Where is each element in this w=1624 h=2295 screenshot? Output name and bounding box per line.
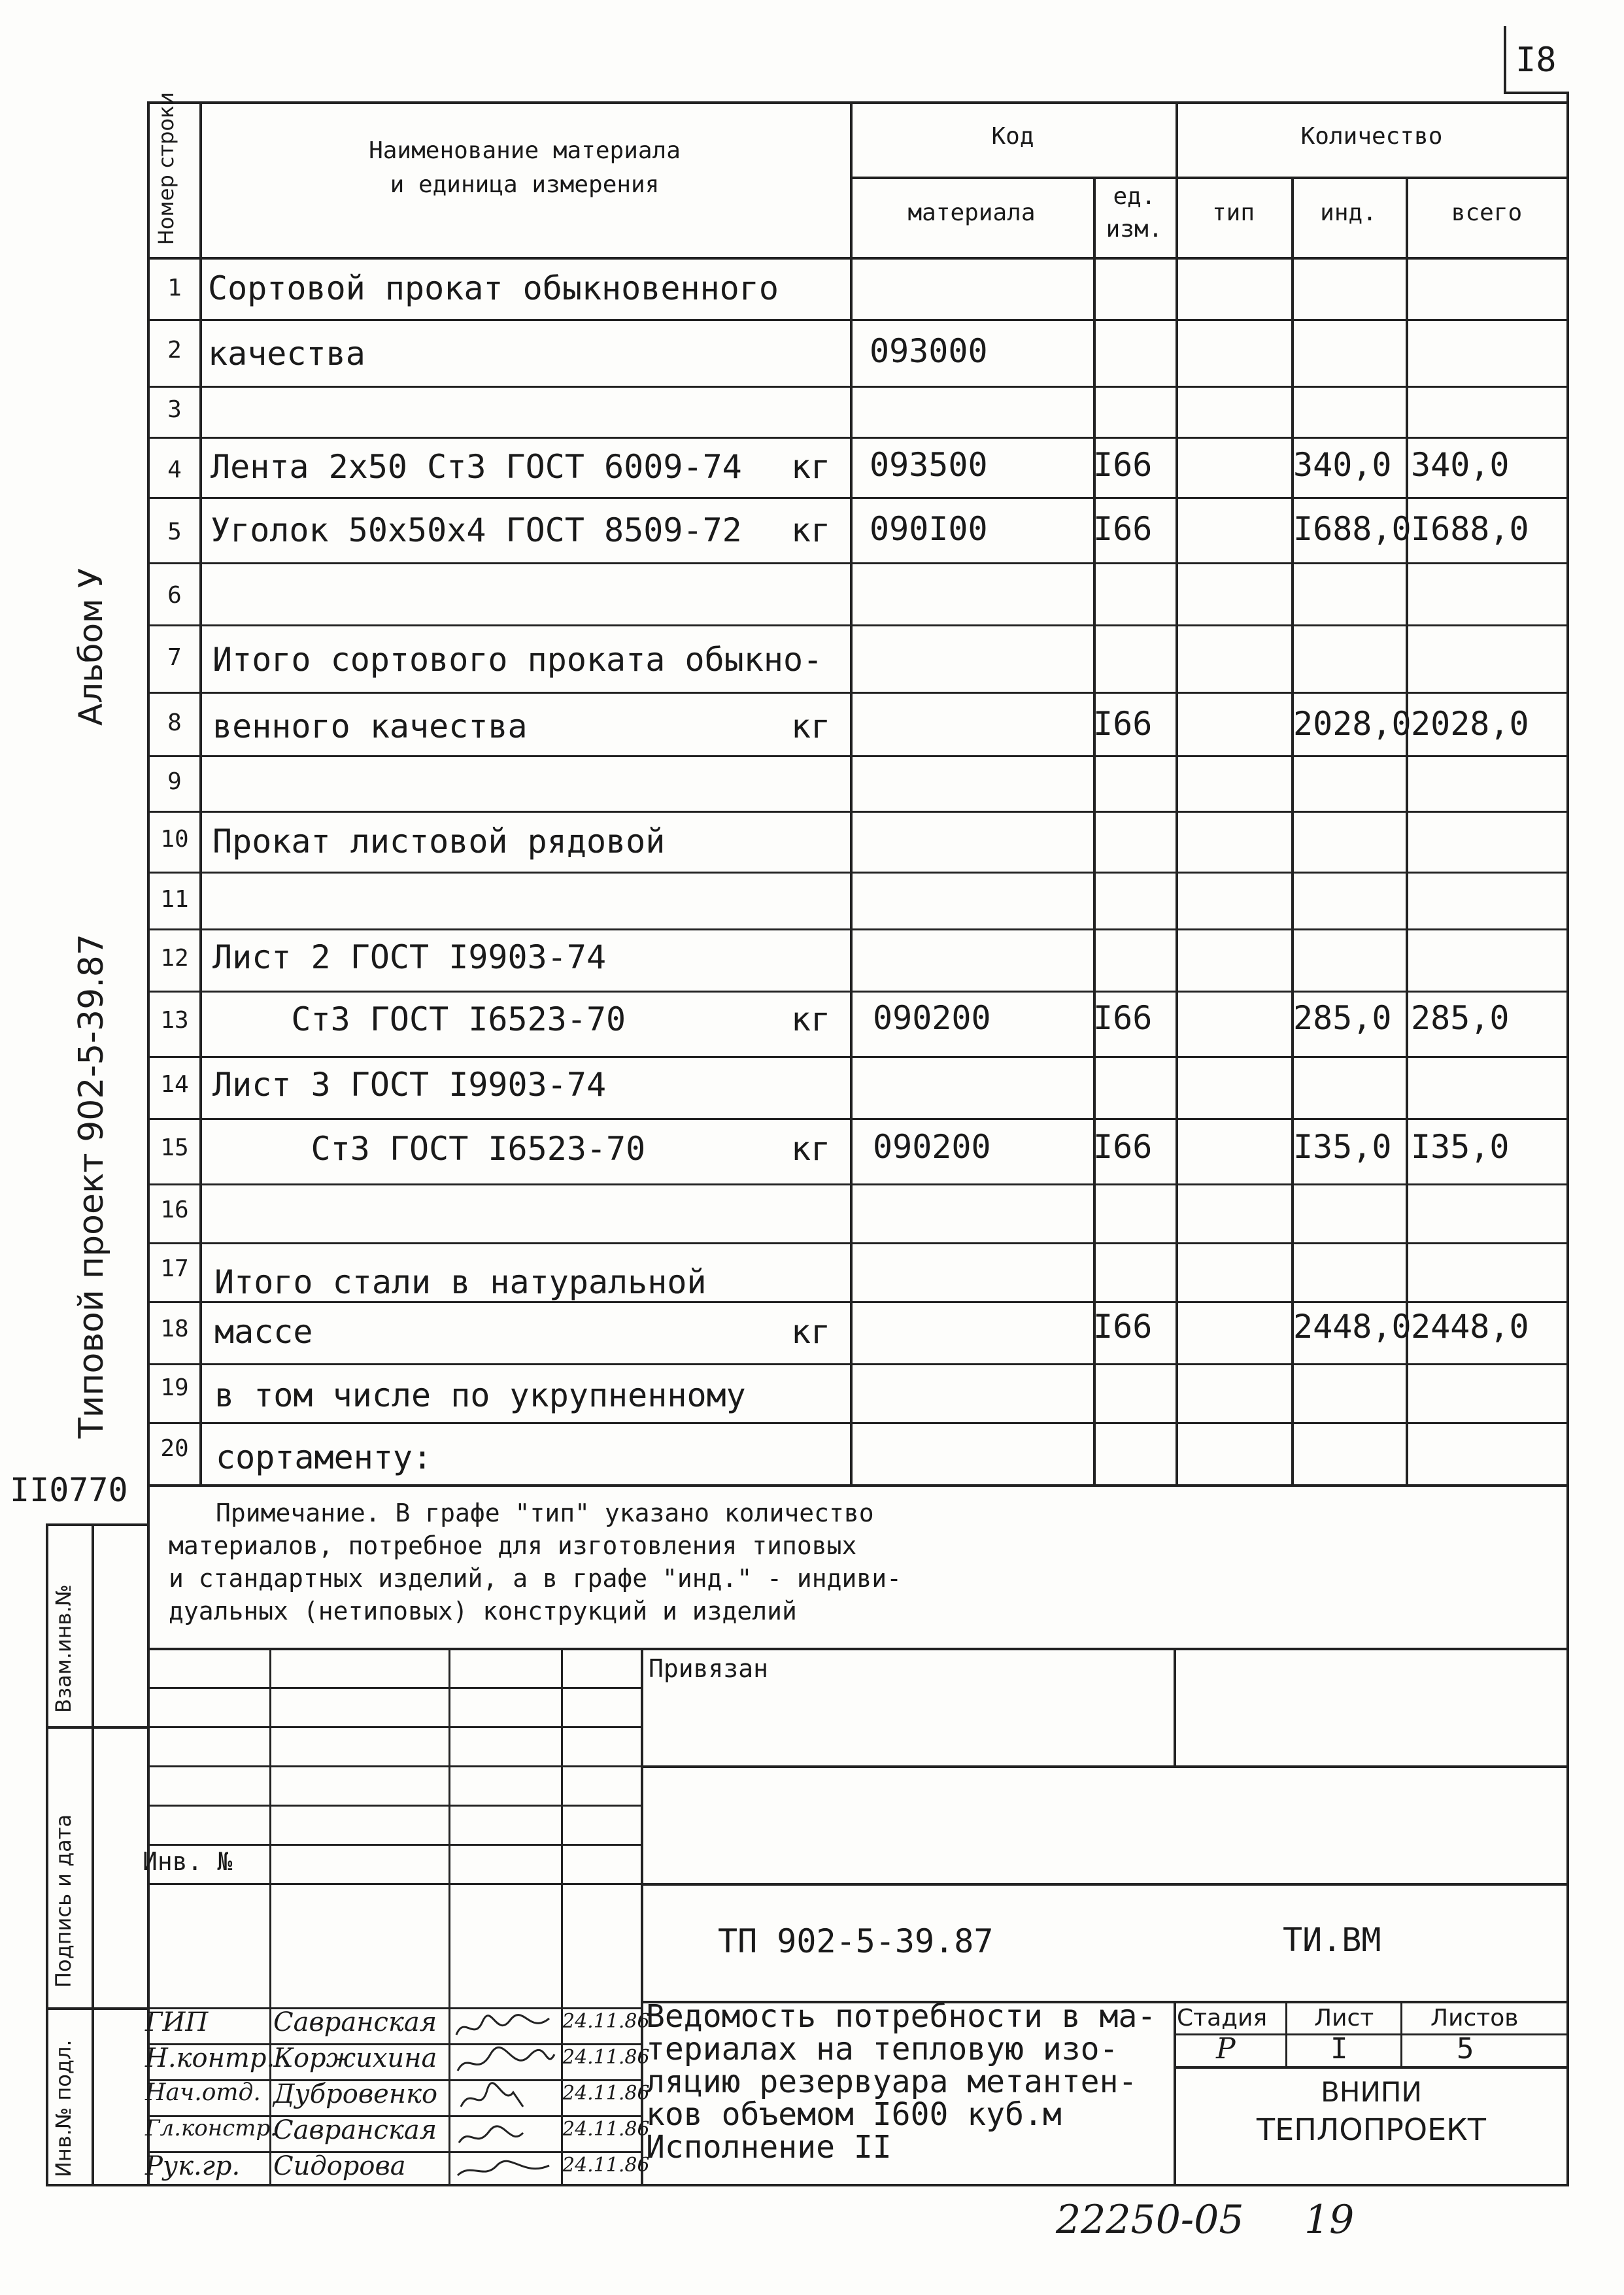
album-label: Альбом У	[72, 568, 110, 726]
header-row-number: Номер строки	[154, 92, 178, 245]
title-line: Исполнение II	[646, 2129, 892, 2166]
sheet-number: I8	[1515, 41, 1557, 80]
inv-number-label: Инв. №	[143, 1847, 233, 1876]
sheets-label: Листов	[1430, 2005, 1519, 2032]
row-unit-code: I66	[1093, 705, 1153, 743]
row-number: 16	[160, 1197, 189, 1223]
row-unit: кг	[791, 511, 831, 549]
row-name: Лист 3 ГОСТ I9903-74	[212, 1066, 607, 1104]
sheet-label: Лист	[1314, 2005, 1374, 2032]
row-number: 13	[160, 1007, 189, 1034]
header-code-unit-2: изм.	[1106, 216, 1163, 243]
row-code: 090200	[873, 999, 991, 1037]
header-qty-type: тип	[1211, 199, 1255, 226]
row-name: качества	[208, 335, 365, 373]
row-number: 17	[160, 1255, 189, 1282]
row-unit-code: I66	[1093, 1128, 1153, 1166]
row-unit-code: I66	[1093, 446, 1153, 484]
person-name: Сидорова	[273, 2151, 406, 2181]
role: Н.контр.	[145, 2043, 275, 2073]
sign-date: 24.11.86	[562, 2082, 650, 2105]
role: ГИП	[145, 2007, 209, 2037]
role: Нач.отд.	[145, 2079, 261, 2106]
person-name: Савранская	[273, 2007, 437, 2037]
row-number: 10	[160, 826, 189, 853]
row-code: 093000	[870, 332, 988, 370]
org-name-1: ВНИПИ	[1321, 2076, 1422, 2108]
sign-date: 24.11.86	[562, 2046, 650, 2069]
doc-mark: ТИ.ВМ	[1283, 1921, 1381, 1959]
row-name: Прокат листовой рядовой	[212, 823, 666, 860]
header-name-line1: Наименование материала	[369, 137, 681, 164]
title-line: Ведомость потребности в ма-	[646, 1998, 1157, 2035]
row-total: 2028,0	[1411, 705, 1529, 743]
header-code-material: материала	[907, 199, 1036, 226]
stage-label: Стадия	[1177, 2005, 1268, 2032]
person-name: Дубровенко	[273, 2079, 438, 2109]
sign-date: 24.11.86	[562, 2154, 650, 2177]
person-name: Савранская	[273, 2115, 437, 2145]
sign-date: 24.11.86	[562, 2010, 650, 2033]
row-code: 093500	[870, 446, 988, 484]
row-code: 090200	[873, 1128, 991, 1166]
sign-date-label: Подпись и дата	[51, 1814, 76, 1988]
row-ind: 2028,0	[1293, 705, 1412, 743]
note-line: и стандартных изделий, а в графе "инд." - индиви-	[169, 1564, 902, 1593]
row-ind: 285,0	[1293, 999, 1392, 1037]
inv-exchange-label: Взам.инв.№	[51, 1584, 76, 1713]
left-margin-code: II0770	[10, 1471, 128, 1509]
header-code: Код	[991, 123, 1034, 150]
row-number: 8	[167, 709, 182, 736]
row-unit: кг	[791, 707, 831, 745]
row-unit-code: I66	[1093, 510, 1153, 548]
row-name: сортаменту:	[216, 1438, 433, 1476]
row-name: Ст3 ГОСТ I6523-70	[212, 1130, 646, 1168]
row-name: Итого стали в натуральной	[214, 1263, 707, 1301]
signature-scribble	[451, 2009, 559, 2182]
row-name: Лист 2 ГОСТ I9903-74	[212, 938, 607, 976]
row-number: 6	[167, 582, 182, 609]
row-ind: 340,0	[1293, 446, 1392, 484]
row-number: 3	[167, 396, 182, 423]
row-number: 18	[160, 1316, 189, 1342]
row-name: Итого сортового проката обыкно-	[212, 641, 823, 679]
row-name: Ст3 ГОСТ I6523-70	[212, 1000, 626, 1038]
footer-page: 19	[1304, 2197, 1355, 2243]
row-number: 2	[167, 337, 182, 364]
note-line: Примечание. В графе "тип" указано количество	[216, 1499, 874, 1527]
row-ind: I688,0	[1293, 510, 1412, 548]
bound-to-label: Привязан	[649, 1654, 769, 1683]
header-qty-total: всего	[1451, 199, 1523, 226]
sign-date: 24.11.86	[562, 2118, 650, 2141]
row-total: 340,0	[1411, 446, 1510, 484]
row-number: 9	[167, 768, 182, 795]
header-qty-ind: инд.	[1320, 199, 1377, 226]
row-total: I35,0	[1411, 1128, 1510, 1166]
header-code-unit-1: ед.	[1113, 183, 1156, 210]
row-name: Сортовой прокат обыкновенного	[208, 269, 779, 307]
sheet-value: I	[1330, 2032, 1348, 2066]
row-name: венного качества	[212, 707, 528, 745]
row-unit: кг	[791, 1313, 831, 1351]
row-code: 090I00	[870, 510, 988, 548]
row-number: 1	[167, 275, 182, 301]
note-line: дуальных (нетиповых) конструкций и изделий	[169, 1597, 797, 1625]
role: Рук.гр.	[145, 2151, 241, 2181]
row-total: I688,0	[1411, 510, 1529, 548]
row-number: 12	[160, 945, 189, 972]
header-quantity: Количество	[1300, 123, 1443, 150]
role: Гл.констр.	[145, 2115, 277, 2141]
row-ind: 2448,0	[1293, 1308, 1412, 1346]
row-number: 19	[160, 1374, 189, 1401]
row-unit: кг	[791, 448, 831, 486]
row-total: 2448,0	[1411, 1308, 1529, 1346]
header-name-line2: и единица измерения	[390, 171, 660, 198]
doc-code: ТП 902-5-39.87	[718, 1922, 994, 1960]
row-number: 20	[160, 1435, 189, 1462]
row-unit: кг	[791, 1000, 831, 1038]
row-name: массе	[214, 1313, 313, 1351]
row-number: 15	[160, 1134, 189, 1161]
row-unit-code: I66	[1093, 999, 1153, 1037]
project-label: Типовой проект 902-5-39.87	[72, 934, 111, 1438]
row-name: в том числе по укрупненному	[214, 1376, 746, 1414]
title-line: ков объемом I600 куб.м	[646, 2096, 1062, 2133]
stage-value: Р	[1216, 2032, 1236, 2066]
row-number: 4	[167, 456, 182, 483]
row-number: 14	[160, 1071, 189, 1098]
title-line: ляцию резервуара метантен-	[646, 2064, 1138, 2100]
row-name: Уголок 50х50х4 ГОСТ 8509-72	[211, 511, 742, 549]
note-line: материалов, потребное для изготовления типовых	[169, 1531, 857, 1560]
sheets-value: 5	[1457, 2032, 1474, 2066]
inv-original-label: Инв.№ подл.	[51, 2039, 76, 2177]
footer-number: 22250-05	[1056, 2197, 1244, 2243]
row-total: 285,0	[1411, 999, 1510, 1037]
person-name: Коржихина	[273, 2043, 437, 2073]
row-unit: кг	[791, 1130, 831, 1168]
row-number: 7	[167, 644, 182, 671]
row-number: 11	[160, 886, 189, 913]
row-name: Лента 2х50 Ст3 ГОСТ 6009-74	[211, 448, 742, 486]
row-ind: I35,0	[1293, 1128, 1392, 1166]
title-line: териалах на тепловую изо-	[646, 2031, 1119, 2067]
org-name-2: ТЕПЛОПРОЕКТ	[1257, 2112, 1486, 2147]
row-number: 5	[167, 518, 182, 545]
row-unit-code: I66	[1093, 1308, 1153, 1346]
